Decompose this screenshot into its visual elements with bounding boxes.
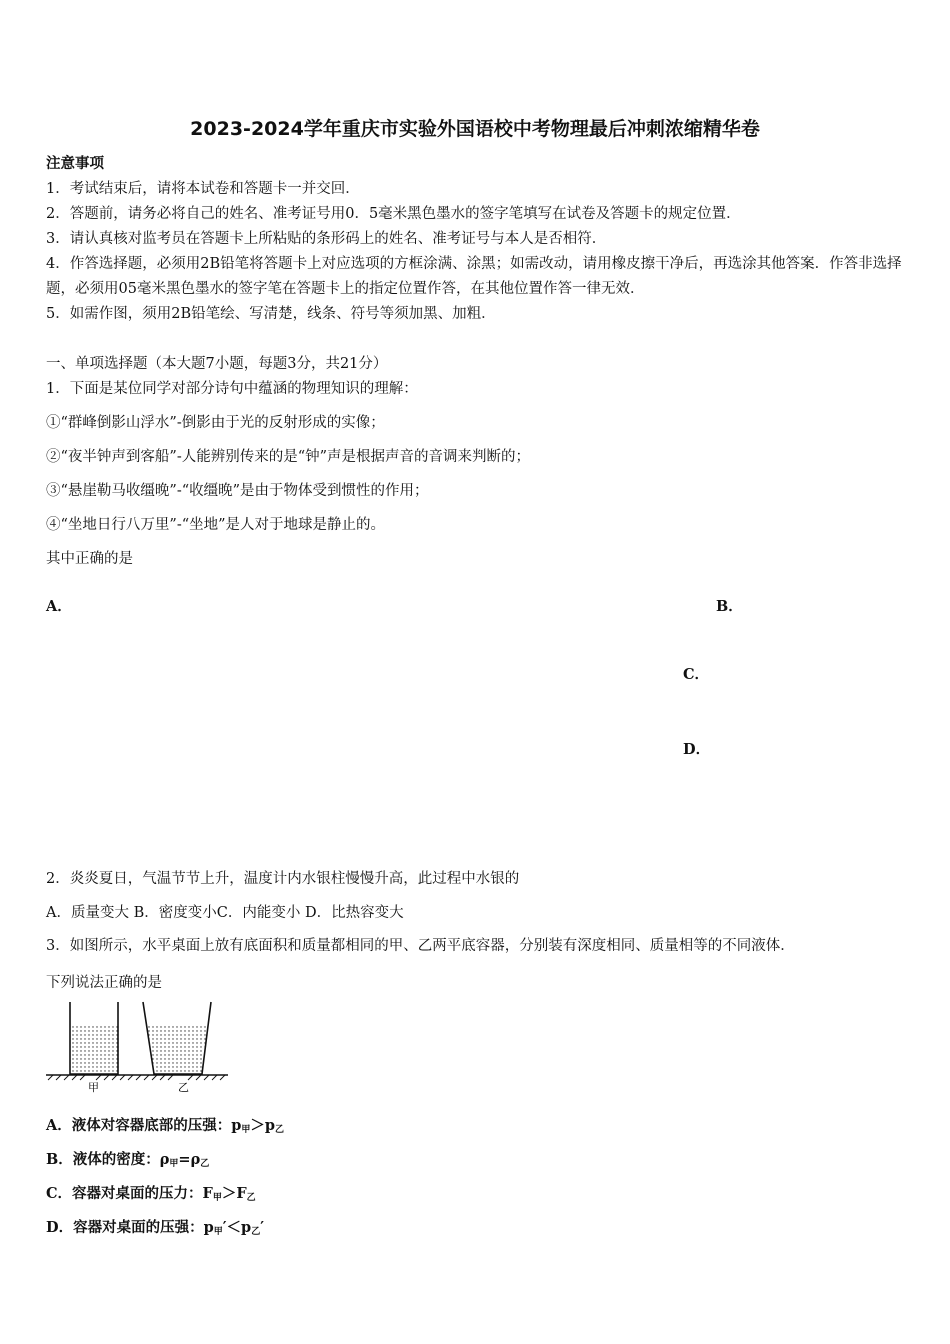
question-1-option-d: D． (683, 741, 711, 758)
question-3-stem-line2: 下列说法正确的是 (46, 975, 162, 991)
section-heading: 一、单项选择题（本大题7小题，每题3分，共21分） (46, 356, 388, 372)
question-1-stem: 1．下面是某位同学对部分诗句中蕴涵的物理知识的理解： (46, 381, 418, 397)
question-3-option-d: D．容器对桌面的压强：$p_甲'<p_乙'$ (46, 1219, 265, 1237)
container-yi (143, 1002, 211, 1074)
question-1-statement: ④“坐地日行八万里”-“坐地”是人对于地球是静止的。 (46, 517, 386, 533)
notice-item: 3．请认真核对监考员在答题卡上所粘贴的条形码上的姓名、准考证号与本人是否相符． (46, 231, 607, 247)
notice-item: 5．如需作图，须用2B铅笔绘、写清楚，线条、符号等须加黑、加粗． (46, 306, 496, 322)
question-3-option-a: A．液体对容器底部的压强：$p_甲>p_乙$ (46, 1117, 285, 1135)
notice-item: 4．作答选择题，必须用2B铅笔将答题卡上对应选项的方框涂满、涂黑；如需改动，请用橡皮擦干净后，再选涂其他答案．作答非选择题，必须用05毫米黑色墨水的签字笔在答题卡上的指定位置作答，在其他位置作答一律无效． (46, 256, 902, 297)
question-1-statement: ①“群峰倒影山浮水”-倒影由于光的反射形成的实像； (46, 415, 385, 431)
question-1-option-a: A． (46, 598, 72, 615)
label-yi: 乙 (178, 1081, 189, 1094)
question-3-stem: 3．如图所示，水平桌面上放有底面积和质量都相同的甲、乙两平底容器，分别装有深度相同、质量相等的不同液体． (46, 938, 795, 954)
question-3-option-b: B．液体的密度：$\rho_甲=\rho_乙$ (46, 1151, 210, 1169)
question-1-option-b: B． (716, 598, 743, 615)
table-hatch (48, 1075, 225, 1080)
containers-figure (44, 998, 234, 1094)
container-jia (70, 1002, 118, 1074)
liquid-jia (70, 1026, 118, 1074)
question-3-option-c: C．容器对桌面的压力：$F_甲>F_乙$ (46, 1185, 256, 1203)
notice-heading: 注意事项 (46, 155, 104, 172)
question-2-stem: 2．炎炎夏日，气温节节上升，温度计内水银柱慢慢升高，此过程中水银的 (46, 871, 520, 887)
question-1-statement: ③“悬崖勒马收缰晚”-“收缰晚”是由于物体受到惯性的作用； (46, 483, 429, 499)
page-title: 2023-2024学年重庆市实验外国语校中考物理最后冲刺浓缩精华卷 (190, 118, 760, 140)
question-2-options: A．质量变大 B．密度变小C．内能变小 D．比热容变大 (46, 905, 404, 921)
liquid-yi (147, 1026, 207, 1074)
notice-item: 1．考试结束后，请将本试卷和答题卡一并交回． (46, 181, 360, 197)
label-jia: 甲 (88, 1081, 99, 1094)
question-1-statement: ②“夜半钟声到客船”-人能辨别传来的是“钟”声是根据声音的音调来判断的； (46, 449, 531, 465)
notice-item: 2．答题前，请务必将自己的姓名、准考证号用0．5毫米黑色墨水的签字笔填写在试卷及答题卡的规定位置． (46, 206, 741, 222)
question-1-prompt: 其中正确的是 (46, 551, 133, 567)
question-1-option-c: C． (683, 666, 710, 683)
